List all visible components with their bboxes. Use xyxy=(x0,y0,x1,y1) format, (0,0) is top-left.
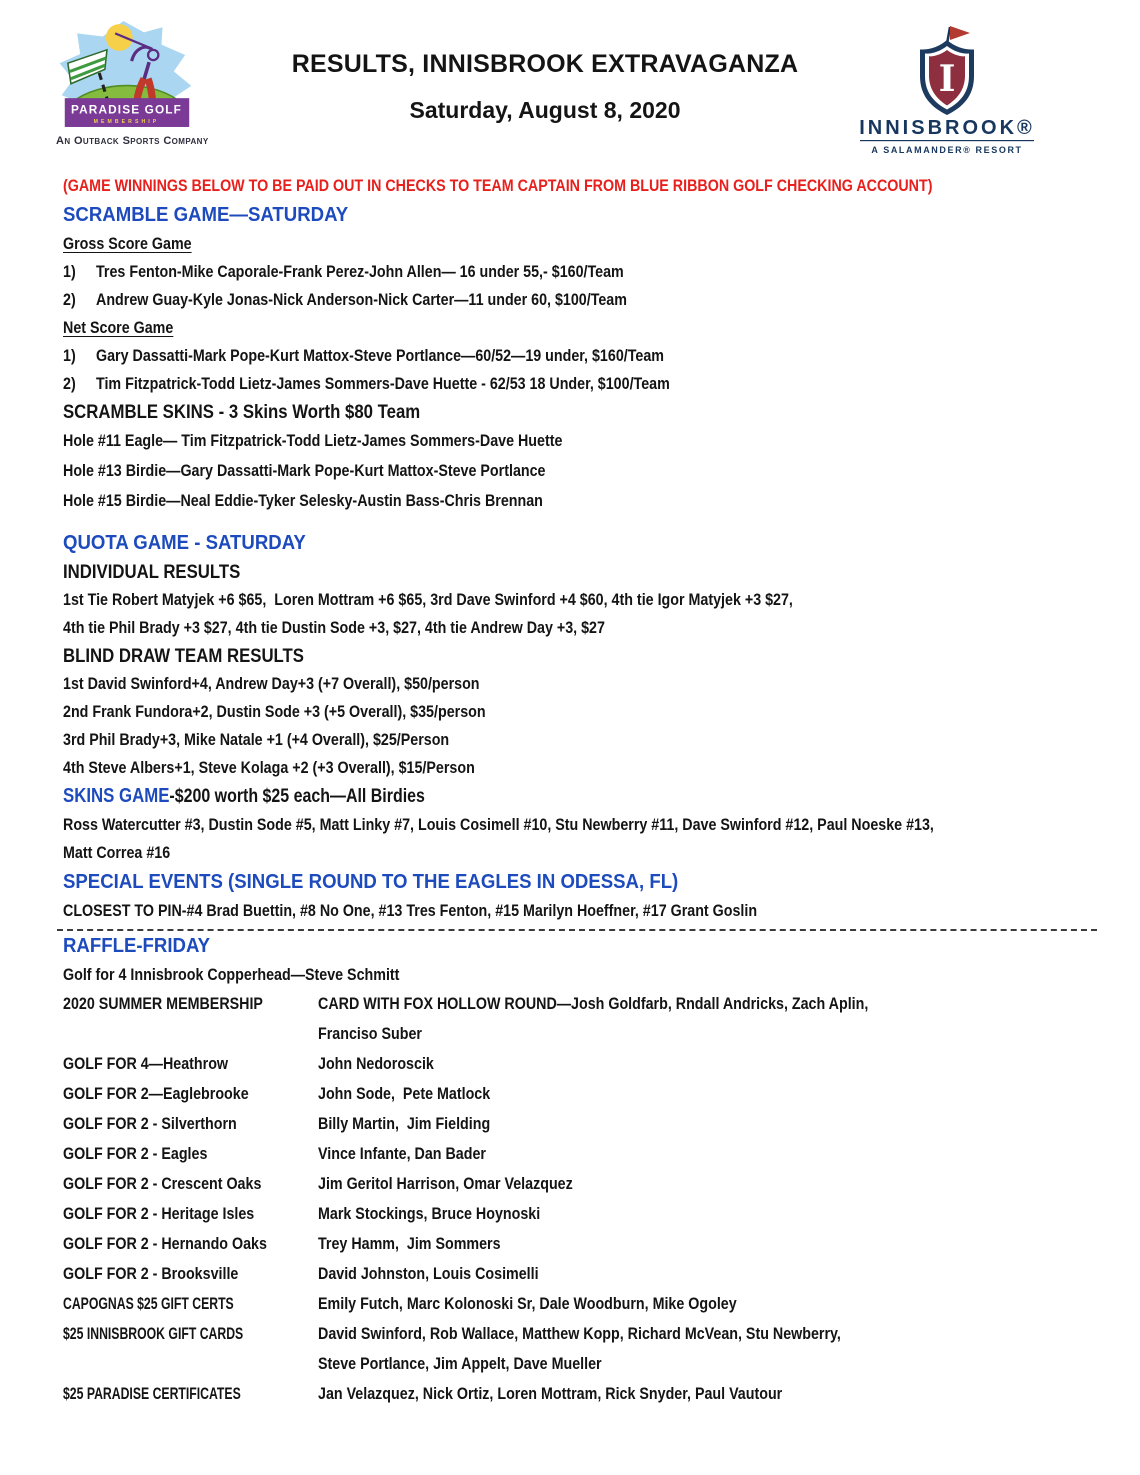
raffle-row xyxy=(63,1259,1110,1289)
raffle-winner-names: Trey Hamm, Jim Sommers xyxy=(318,1234,501,1253)
result-line xyxy=(63,698,1110,726)
raffle-row xyxy=(63,1049,1110,1079)
raffle-prize-label: GOLF FOR 4—Heathrow xyxy=(63,1054,229,1073)
result-text: 4th tie Phil Brady +3 $27, 4th tie Dustin Sode +3, $27, 4th tie Andrew Day +3, $27 xyxy=(63,618,605,637)
logo-tagline: An Outback Sports Company xyxy=(56,135,209,147)
section-heading-scramble-game: SCRAMBLE GAME—SATURDAY xyxy=(63,204,349,226)
section-heading-raffle: RAFFLE-FRIDAY xyxy=(63,935,211,957)
result-line xyxy=(63,754,1110,782)
result-line xyxy=(63,614,1110,642)
raffle-prize-label: GOLF FOR 2 - Eagles xyxy=(63,1144,208,1163)
document-header xyxy=(0,0,1140,172)
raffle-rows xyxy=(63,989,1110,1409)
wordmark-rule xyxy=(860,140,1034,141)
raffle-prize-label: GOLF FOR 2 - Silverthorn xyxy=(63,1114,237,1133)
shield-icon xyxy=(920,40,974,115)
sun-icon xyxy=(106,24,133,51)
raffle-prize-label: GOLF FOR 2 - Hernando Oaks xyxy=(63,1234,267,1253)
result-text: 1st David Swinford+4, Andrew Day+3 (+7 Overall), $50/person xyxy=(63,674,480,693)
result-text: Matt Correa #16 xyxy=(63,843,171,862)
net-score-heading: Net Score Game xyxy=(63,318,174,337)
blind-draw-heading: BLIND DRAW TEAM RESULTS xyxy=(63,645,304,667)
raffle-winner-names: John Sode, Pete Matlock xyxy=(318,1084,491,1103)
result-text: Hole #13 Birdie—Gary Dassatti-Mark Pope-Kurt Mattox-Steve Portlance xyxy=(63,461,546,480)
innisbrook-logo xyxy=(852,24,1042,164)
result-text: Hole #11 Eagle— Tim Fitzpatrick-Todd Lietz-James Sommers-Dave Huette xyxy=(63,431,563,450)
raffle-prize-label: GOLF FOR 2 - Heritage Isles xyxy=(63,1204,255,1223)
result-text: Gary Dassatti-Mark Pope-Kurt Mattox-Steve Portlance—60/52—19 under, $160/Team xyxy=(96,346,664,365)
net-score-list xyxy=(63,342,1110,398)
list-number: 1) xyxy=(63,346,76,365)
raffle-prize-label xyxy=(63,1019,318,1049)
raffle-winner-names: Mark Stockings, Bruce Hoynoski xyxy=(318,1204,541,1223)
raffle-winner-names: Billy Martin, Jim Fielding xyxy=(318,1114,491,1133)
result-line xyxy=(63,286,1110,314)
innisbrook-wordmark: INNISBROOK® xyxy=(859,117,1035,139)
result-text: 4th Steve Albers+1, Steve Kolaga +2 (+3 Overall), $15/Person xyxy=(63,758,475,777)
gross-score-list xyxy=(63,258,1110,314)
raffle-winner-names: Franciso Suber xyxy=(318,1024,422,1043)
result-line xyxy=(63,811,1110,839)
raffle-row xyxy=(63,1169,1110,1199)
salamander-tagline: A SALAMANDER® RESORT xyxy=(871,145,1023,155)
blind-draw-list xyxy=(63,670,1110,782)
skins-game-label: SKINS GAME xyxy=(63,785,170,807)
result-text: Hole #15 Birdie—Neal Eddie-Tyker Selesky-Austin Bass-Chris Brennan xyxy=(63,491,543,510)
raffle-row xyxy=(63,1139,1110,1169)
shield-flag-icon xyxy=(947,26,970,44)
closest-to-pin-line: CLOSEST TO PIN-#4 Brad Buettin, #8 No One, #13 Tres Fenton, #15 Marilyn Hoeffner, #17 Grant Goslin xyxy=(63,901,758,920)
result-line xyxy=(63,839,1110,867)
title-block xyxy=(190,50,900,124)
raffle-prize-label: $25 PARADISE CERTIFICATES xyxy=(63,1384,241,1403)
raffle-prize-label: CAPOGNAS $25 GIFT CERTS xyxy=(63,1294,234,1313)
individual-results-heading: INDIVIDUAL RESULTS xyxy=(63,561,241,583)
section-heading-scramble-skins: SCRAMBLE SKINS - 3 Skins Worth $80 Team xyxy=(63,401,421,423)
list-number: 2) xyxy=(63,374,76,393)
raffle-row xyxy=(63,1199,1110,1229)
result-text: 2nd Frank Fundora+2, Dustin Sode +3 (+5 Overall), $35/person xyxy=(63,702,486,721)
result-line xyxy=(63,586,1110,614)
list-number: 1) xyxy=(63,262,76,281)
skins-game-heading xyxy=(63,782,1110,811)
raffle-intro-line: Golf for 4 Innisbrook Copperhead—Steve Schmitt xyxy=(63,965,400,984)
raffle-winner-names: Vince Infante, Dan Bader xyxy=(318,1144,486,1163)
skins-game-list xyxy=(63,811,1110,867)
raffle-row xyxy=(63,1319,1110,1349)
scramble-skins-list xyxy=(63,426,1110,516)
raffle-winner-names: David Swinford, Rob Wallace, Matthew Kopp, Richard McVean, Stu Newberry, xyxy=(318,1324,841,1343)
raffle-winner-names: John Nedoroscik xyxy=(318,1054,434,1073)
result-line xyxy=(63,370,1110,398)
raffle-row xyxy=(63,1019,1110,1049)
raffle-winner-names: Steve Portlance, Jim Appelt, Dave Mueller xyxy=(318,1354,602,1373)
page-subtitle: Saturday, August 8, 2020 xyxy=(409,97,681,123)
raffle-winner-names: CARD WITH FOX HOLLOW ROUND—Josh Goldfarb, Rndall Andricks, Zach Aplin, xyxy=(318,994,869,1013)
raffle-prize-label: 2020 SUMMER MEMBERSHIP xyxy=(63,994,263,1013)
result-text: Tim Fitzpatrick-Todd Lietz-James Sommers-Dave Huette - 62/53 18 Under, $100/Team xyxy=(96,374,670,393)
section-heading-special-events: SPECIAL EVENTS (SINGLE ROUND TO THE EAGLES IN ODESSA, FL) xyxy=(63,871,679,893)
list-number: 2) xyxy=(63,290,76,309)
paradise-golf-logo xyxy=(56,20,209,147)
paradise-golf-logo-graphic xyxy=(56,20,198,128)
section-heading-quota-game: QUOTA GAME - SATURDAY xyxy=(63,532,306,554)
raffle-prize-label: GOLF FOR 2 - Crescent Oaks xyxy=(63,1174,262,1193)
skins-game-detail: -$200 worth $25 each—All Birdies xyxy=(169,786,425,807)
raffle-row xyxy=(63,1349,1110,1379)
result-line xyxy=(63,670,1110,698)
result-line xyxy=(63,486,1110,516)
result-line xyxy=(63,726,1110,754)
raffle-row xyxy=(63,1379,1110,1409)
result-line xyxy=(63,342,1110,370)
individual-results-list xyxy=(63,586,1110,642)
payout-notice: (GAME WINNINGS BELOW TO BE PAID OUT IN CHECKS TO TEAM CAPTAIN FROM BLUE RIBBON GOLF CHECKING ACCOUNT) xyxy=(63,176,933,195)
raffle-row xyxy=(63,1109,1110,1139)
innisbrook-logo-graphic xyxy=(852,24,1042,159)
result-line xyxy=(63,456,1110,486)
raffle-row xyxy=(63,1079,1110,1109)
raffle-row xyxy=(63,1229,1110,1259)
raffle-winner-names: Emily Futch, Marc Kolonoski Sr, Dale Woodburn, Mike Ogoley xyxy=(318,1294,737,1313)
raffle-winner-names: Jim Geritol Harrison, Omar Velazquez xyxy=(318,1174,573,1193)
result-text: 1st Tie Robert Matyjek +6 $65, Loren Mottram +6 $65, 3rd Dave Swinford +4 $60, 4th tie Igor Matyjek +3 $27, xyxy=(63,590,793,609)
result-text: Tres Fenton-Mike Caporale-Frank Perez-John Allen— 16 under 55,- $160/Team xyxy=(96,262,624,281)
result-line xyxy=(63,258,1110,286)
result-text: Andrew Guay-Kyle Jonas-Nick Anderson-Nick Carter—11 under 60, $100/Team xyxy=(96,290,627,309)
result-text: Ross Watercutter #3, Dustin Sode #5, Matt Linky #7, Louis Cosimell #10, Stu Newberry #11, Dave Swinford #12, Paul Noeske #13, xyxy=(63,815,934,834)
raffle-prize-label xyxy=(63,1349,318,1379)
logo-name-text: PARADISE GOLF xyxy=(71,102,182,117)
raffle-prize-label: GOLF FOR 2—Eaglebrooke xyxy=(63,1084,249,1103)
raffle-prize-label: $25 INNISBROOK GIFT CARDS xyxy=(63,1324,244,1343)
raffle-winner-names: Jan Velazquez, Nick Ortiz, Loren Mottram, Rick Snyder, Paul Vautour xyxy=(318,1384,783,1403)
logo-sub-text: MEMBERSHIP xyxy=(93,118,160,125)
raffle-prize-label: GOLF FOR 2 - Brooksville xyxy=(63,1264,239,1283)
raffle-row xyxy=(63,1289,1110,1319)
result-text: 3rd Phil Brady+3, Mike Natale +1 (+4 Overall), $25/Person xyxy=(63,730,450,749)
page-title: RESULTS, INNISBROOK EXTRAVAGANZA xyxy=(291,50,799,78)
raffle-winner-names: David Johnston, Louis Cosimelli xyxy=(318,1264,539,1283)
gross-score-heading: Gross Score Game xyxy=(63,234,192,253)
shield-monogram: I xyxy=(938,58,956,100)
document-body xyxy=(0,172,1140,1409)
raffle-row xyxy=(63,989,1110,1019)
result-line xyxy=(63,426,1110,456)
